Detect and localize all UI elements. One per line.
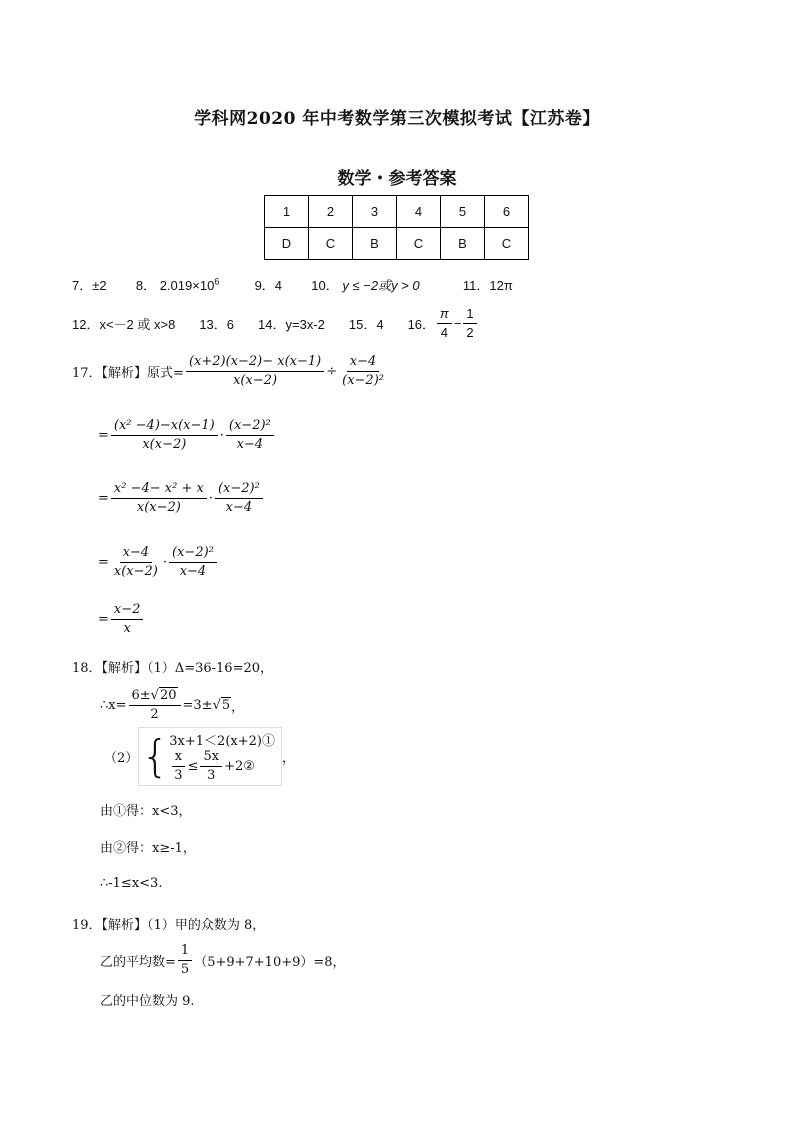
table-cell: C	[485, 228, 529, 260]
table-cell: C	[309, 228, 353, 260]
q17-step-3	[98, 481, 265, 515]
denominator: 5	[180, 961, 190, 977]
q18-from-1: 由①得：x<3，	[100, 804, 192, 819]
numerator: π	[437, 306, 452, 324]
fraction	[215, 481, 263, 515]
fraction	[111, 602, 144, 636]
equals-sign: =	[98, 611, 109, 627]
fraction	[339, 354, 387, 388]
numerator: (x−2)²	[226, 418, 274, 436]
roots-prefix: ∴x=	[100, 697, 127, 713]
q18-part-2	[104, 727, 295, 786]
q17-label: 17．【解析】原式=	[72, 365, 184, 381]
denominator: x(x−2)	[233, 372, 278, 388]
table-cell: B	[441, 228, 485, 260]
equals-sign: =	[98, 427, 109, 443]
answer-16-label: 16．	[407, 316, 436, 332]
table-cell: B	[353, 228, 397, 260]
answer-7: 7．±2	[72, 278, 107, 293]
q19-mean	[100, 943, 346, 977]
numerator: x² −4− x² + x	[111, 481, 207, 499]
q18-result: ∴-1≤x<3.	[100, 876, 163, 891]
numerator: x−4	[347, 354, 380, 372]
denominator: x−4	[179, 563, 207, 579]
sqrt-icon: √	[212, 697, 221, 713]
punctuation: ，	[231, 699, 245, 715]
table-row	[265, 196, 529, 228]
q17-step-1	[72, 354, 389, 388]
denominator: x(x−2)	[142, 436, 187, 452]
mean-tail: （5+9+7+10+9）=8，	[194, 954, 346, 970]
fraction	[111, 545, 161, 579]
denominator: 2	[150, 706, 159, 722]
numerator: 5x	[200, 749, 222, 767]
fraction	[226, 418, 274, 452]
denominator: 4	[440, 324, 449, 340]
fraction	[171, 749, 185, 783]
q17-step-4	[98, 545, 219, 579]
answer-table	[264, 195, 529, 260]
answer-12: 12．x<－2 或 x>8	[72, 316, 176, 332]
denominator: 3	[207, 767, 216, 783]
table-cell: 1	[265, 196, 309, 228]
denominator: x	[123, 620, 131, 636]
table-cell: 5	[441, 196, 485, 228]
answer-15: 15．4	[348, 316, 384, 332]
table-row	[265, 228, 529, 260]
table-cell: C	[397, 228, 441, 260]
answer-10-value: y ≤ −2或y > 0	[342, 278, 420, 293]
denominator: 2	[466, 324, 474, 340]
inequality-tail: +2②	[224, 758, 255, 774]
numerator: x−2	[111, 602, 144, 620]
dot-sign: ·	[162, 554, 168, 570]
q19-part-1: 19．【解析】（1）甲的众数为 8，	[72, 918, 266, 933]
denominator: x−4	[236, 436, 264, 452]
dot-sign: ·	[208, 490, 213, 506]
answer-8-exponent: 6	[214, 276, 220, 287]
inequality-2	[169, 749, 275, 783]
q18-from-2: 由②得：x≥-1，	[100, 841, 196, 856]
answer-8-value: 2.019×10	[159, 278, 215, 293]
left-brace-icon: {	[141, 730, 170, 782]
numerator: (x² −4)−x(x−1)	[111, 418, 218, 436]
answer-8-label: 8．	[135, 278, 157, 293]
table-cell: 6	[485, 196, 529, 228]
page-title: 学科网2020 年中考数学第三次模拟考试【江苏卷】	[194, 109, 600, 129]
radicand: 20	[159, 688, 177, 703]
answer-subtitle: 数学・参考答案	[337, 169, 457, 189]
answer-14: 14．y=3x-2	[258, 316, 325, 332]
denominator: x−4	[225, 499, 253, 515]
fraction	[200, 749, 222, 783]
numerator: (x+2)(x−2)− x(x−1)	[186, 354, 324, 372]
inequality-1: 3x+1＜2(x+2)①	[169, 734, 275, 749]
numerator: (x−2)²	[215, 481, 263, 499]
sqrt-icon: √	[150, 688, 159, 703]
denominator: x(x−2)	[113, 563, 158, 579]
fraction	[111, 418, 218, 452]
fraction	[186, 354, 324, 388]
answer-9: 9．4	[254, 278, 283, 293]
answer-13: 13．6	[199, 316, 235, 332]
fraction	[169, 545, 217, 579]
q17-step-2	[98, 418, 276, 452]
numerator: x	[172, 749, 185, 767]
equals-sign: =	[98, 554, 109, 570]
table-cell: 2	[309, 196, 353, 228]
answer-10-label: 10．	[311, 278, 339, 293]
fraction	[463, 306, 476, 340]
numerator-text: 6±	[131, 688, 151, 703]
denominator: (x−2)²	[342, 372, 384, 388]
answer-11: 11．12π	[462, 278, 513, 293]
numerator: (x−2)²	[169, 545, 217, 563]
q19-median: 乙的中位数为 9.	[100, 994, 195, 1009]
denominator: x(x−2)	[136, 499, 181, 515]
divide-sign: ÷	[326, 363, 338, 379]
table-cell: 4	[397, 196, 441, 228]
numerator: 1	[463, 306, 476, 324]
inequality-system	[138, 727, 282, 786]
minus-sign: −	[453, 315, 462, 331]
denominator: 3	[174, 767, 183, 783]
numerator: x−4	[120, 545, 153, 563]
answers-12-16	[72, 306, 479, 340]
table-cell: 3	[353, 196, 397, 228]
q18-part-1: 18．【解析】（1）Δ=36-16=20，	[72, 661, 274, 676]
roots-result: =3±	[182, 697, 213, 713]
dot-sign: ·	[219, 427, 224, 443]
numerator: 1	[178, 943, 192, 961]
answers-7-11	[72, 275, 513, 294]
q17-step-5	[98, 602, 145, 636]
fraction	[111, 481, 207, 515]
equals-sign: =	[98, 490, 109, 506]
radicand: 5	[221, 698, 231, 714]
table-cell: D	[265, 228, 309, 260]
q18-roots	[100, 688, 244, 722]
leq-sign: ≤	[187, 758, 199, 774]
fraction	[129, 688, 181, 722]
part-label: （2）	[104, 751, 139, 767]
mean-prefix: 乙的平均数=	[100, 954, 176, 970]
fraction	[178, 943, 192, 977]
punctuation: ，	[281, 751, 295, 767]
fraction	[437, 306, 452, 340]
